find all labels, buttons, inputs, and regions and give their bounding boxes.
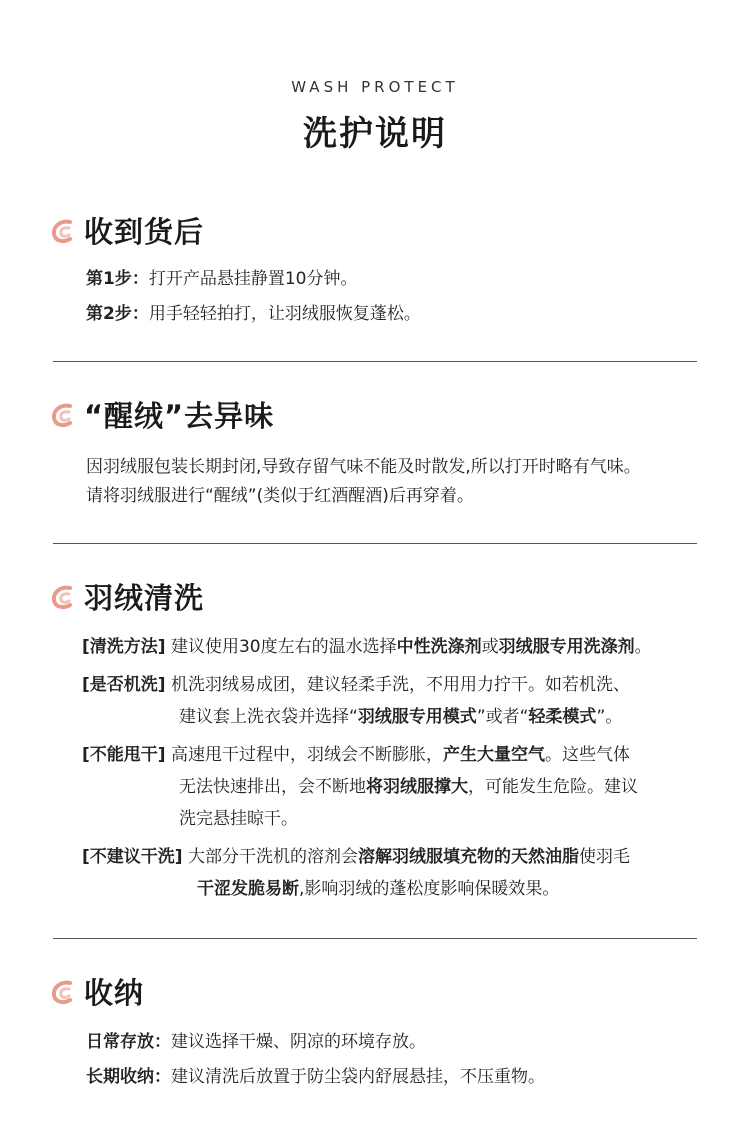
storage-daily-text: 建议选择干燥、阴凉的环境存放。 xyxy=(171,1032,426,1052)
divider xyxy=(53,361,697,362)
storage-daily-label: 日常存放： xyxy=(86,1032,171,1052)
no-spin-text: 无法快速排出，会不断地 xyxy=(179,777,366,797)
no-spin-bold: 产生大量空气 xyxy=(442,745,545,765)
wash-method-bold: 中性洗涤剂 xyxy=(396,637,482,657)
step-2-text: 用手轻轻拍打，让羽绒服恢复蓬松。 xyxy=(148,304,421,324)
no-dryclean-row-cont xyxy=(197,872,559,906)
wash-method-bold: 羽绒服专用洗涤剂 xyxy=(498,637,635,657)
no-dryclean-bold: 溶解羽绒服填充物的天然油脂 xyxy=(357,847,579,867)
header xyxy=(0,78,750,155)
page-title: 洗护说明 xyxy=(303,114,447,154)
machine-wash-tag: [是否机洗] xyxy=(82,675,166,695)
storage-long-label: 长期收纳： xyxy=(86,1067,171,1087)
machine-wash-row-cont xyxy=(179,700,622,734)
machine-wash-text: ”。 xyxy=(596,707,623,727)
step-2-line xyxy=(86,297,421,331)
no-dryclean-tag: [不建议干洗] xyxy=(82,847,183,867)
page-subtitle: WASH PROTECT xyxy=(291,78,459,96)
machine-wash-text: 机洗羽绒易成团，建议轻柔手洗，不用用力拧干。如若机洗、 xyxy=(170,675,630,695)
section-header-washing xyxy=(48,576,204,617)
section-header-deodorize xyxy=(48,394,274,435)
section-title-storage: 收纳 xyxy=(84,976,145,1010)
machine-wash-text: 建议套上洗衣袋并选择“ xyxy=(179,707,358,727)
no-dryclean-text: 使羽毛 xyxy=(578,847,630,867)
section-header-storage xyxy=(48,971,144,1012)
storage-long-text: 建议清洗后放置于防尘袋内舒展悬挂，不压重物。 xyxy=(171,1067,545,1087)
brand-leaf-icon xyxy=(48,216,78,246)
brand-leaf-icon xyxy=(48,400,78,430)
no-dryclean-bold: 干涩发脆易断 xyxy=(197,879,299,899)
section-title-washing: 羽绒清洗 xyxy=(84,581,205,615)
divider xyxy=(53,938,697,939)
storage-daily-line xyxy=(86,1025,426,1059)
no-spin-text: 高速甩干过程中，羽绒会不断膨胀， xyxy=(170,745,443,765)
no-spin-tag: [不能甩干] xyxy=(82,745,166,765)
machine-wash-row xyxy=(82,668,630,702)
no-spin-row-cont xyxy=(179,802,298,836)
wash-method-text: 建议使用30度左右的温水选择 xyxy=(170,637,397,657)
deodorize-line-2: 请将羽绒服进行“醒绒”(类似于红酒醒酒)后再穿着。 xyxy=(86,486,474,506)
wash-method-text: 或 xyxy=(481,637,499,657)
section-title-deodorize: “醒绒”去异味 xyxy=(84,399,275,433)
no-dryclean-row xyxy=(82,840,630,874)
machine-wash-text: ”或者“ xyxy=(476,707,529,727)
storage-long-line xyxy=(86,1060,545,1094)
machine-wash-bold: 羽绒服专用模式 xyxy=(357,707,477,727)
no-spin-text: 。这些气体 xyxy=(544,745,630,765)
machine-wash-bold: 轻柔模式 xyxy=(528,707,597,727)
brand-leaf-icon xyxy=(48,582,78,612)
no-dryclean-text: 大部分干洗机的溶剂会 xyxy=(187,847,358,867)
no-spin-text: ，可能发生危险。建议 xyxy=(468,777,638,797)
deodorize-line-1: 因羽绒服包装长期封闭,导致存留气味不能及时散发,所以打开时略有气味。 xyxy=(86,457,641,477)
step-1-text: 打开产品悬挂静置10分钟。 xyxy=(148,269,358,289)
divider xyxy=(53,543,697,544)
no-spin-text: 洗完悬挂晾干。 xyxy=(179,809,298,829)
no-spin-row-cont xyxy=(179,770,638,804)
section-title-received: 收到货后 xyxy=(84,215,205,249)
no-dryclean-text: ,影响羽绒的蓬松度影响保暖效果。 xyxy=(299,879,560,899)
no-spin-row xyxy=(82,738,630,772)
step-1-label: 第1步： xyxy=(86,269,149,289)
wash-method-row xyxy=(82,630,652,664)
section-header-received xyxy=(48,210,204,251)
no-spin-bold: 将羽绒服撑大 xyxy=(366,777,468,797)
step-2-label: 第2步： xyxy=(86,304,149,324)
brand-leaf-icon xyxy=(48,977,78,1007)
wash-method-tag: [清洗方法] xyxy=(82,637,166,657)
wash-method-text: 。 xyxy=(634,637,652,657)
step-1-line xyxy=(86,262,357,296)
